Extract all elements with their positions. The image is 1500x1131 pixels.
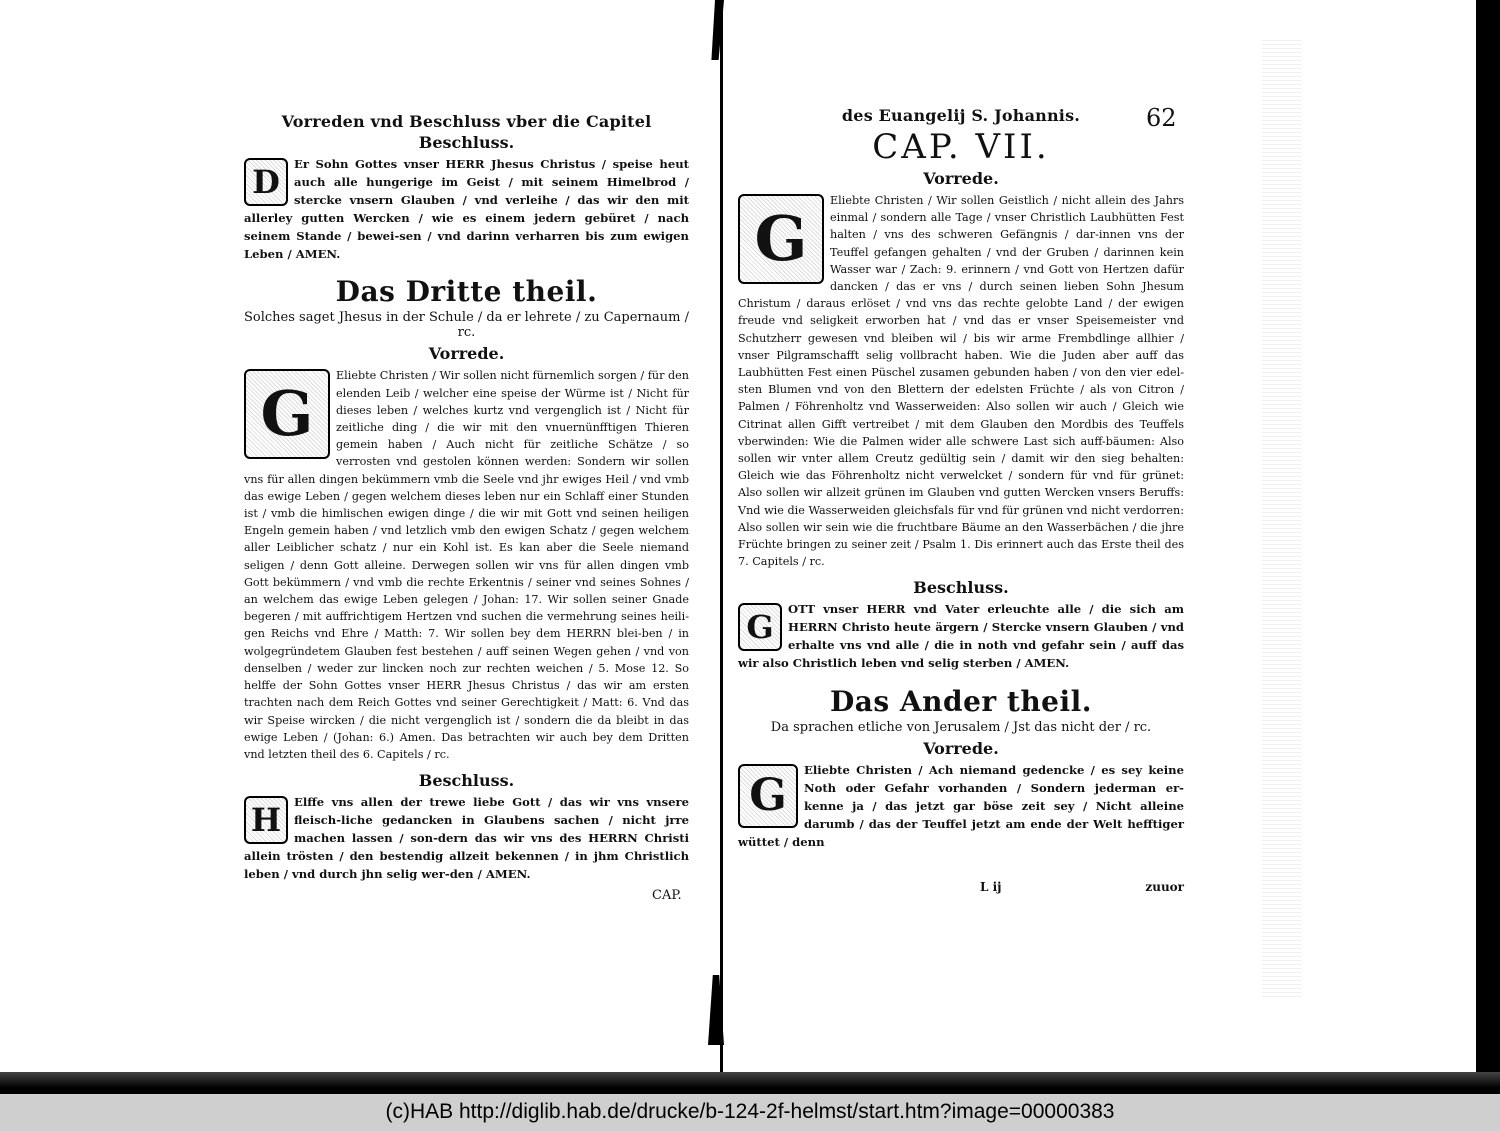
scan-edge-bottom [0,1072,1500,1088]
decorated-initial: G [738,764,798,828]
decorated-initial: G [244,369,330,459]
left-running-head: Vorreden vnd Beschluss vber die Capitel [281,112,652,131]
left-page-column [244,112,689,884]
paragraph-text: Er Sohn Gottes vnser HERR Jhesus Christus / speise heut auch alle hungerige im Geist / mit seinem Himelbrod / stercke vnsern Glauben / vnd verleihe / das wir den mit allerley gutten Wercken / wie es einem jedern gebüret / nach seinem Stande / bewei-sen / vnd darinn verharren bis zum ewigen Leben / AMEN. [244,157,689,261]
vorrede-heading: Vorrede. [923,739,999,759]
chapter-title: CAP. VII. [872,127,1050,167]
paragraph-text: Eliebte Christen / Wir sollen Geistlich / nicht allein des Jahrs einmal / sondern alle Tage / vnser Christlich Laubhütten Fest halten / vns des schweren Gefängnis / dar-innen vns der Teuffel gefangen gehalten / vnd der Gruben / darinnen kein Wasser war / Zach: 9. erinnern / vnd Gott von Hertzen dafür dancken / das er vns / durch seinen lieben Sohn Jhesum Christum / daraus erlöset / vnd vns das rechte gelobte Land / der ewigen freude vnd seligkeit erworben hat / vnd das er vnser Speisemeister vnd Schutzherr gewesen vnd bleiben wil / bis wir arme Frembdlinge allhier / vnser Pilgramschafft selig vollbracht haben. Wie die Juden aber auff das Laubhütten Fest einen Püschel zusamen gebunden haben / von den vier edel-sten Blumen vnd von den Blettern der edelsten Früchte / als von Citron / Palmen / Föhrenholtz vnd Wasserweiden: Also sollen wir auch / Gleich wie Citrinat allen Gifft vertreibet / mit dem Glauben den Mordbis des Teuffels vberwinden: Wie die Palmen wider alle schwere Last sich auff-bäumen: Also sollen wir vnter allem Creutz gedültig sein / damit wir den sieg behalten: Gleich wie das Föhrenholtz nicht verwelcket / sondern für vnd für grünet: Also sollen wir allzeit grünen im Glauben vnd gutten Wercken vnsers Beruffs: Vnd wie die Wasserweiden gleichsfals für vnd für grünen vnd nicht verdorren: Also sollen wir sein wie die fruchtbare Bäume an den Wasserbächen / die jhre Früchte bringen zu seiner zeit / Psalm 1. Dis erinnert auch das Erste theil des 7. Capitels / rc. [738,194,1184,569]
signature-mark: L ij [980,880,1002,894]
paragraph-text: Eliebte Christen / Ach niemand gedencke / es sey keine Noth oder Gefahr vorhanden / Sondern jederman er-kenne ja / das jetzt gar böse zeit sey / Nicht alleine darumb / das der Teuffel jetzt am ende der Welt hefftiger wüttet / denn [738,763,1184,849]
beschluss-heading: Beschluss. [913,578,1009,598]
beschluss-heading: Beschluss. [418,133,515,152]
paragraph-text: Eliebte Christen / Wir sollen nicht fürnemlich sorgen / für den elenden Leib / welcher eine speise der Würme ist / Nicht für dieses leben / welches kurtz vnd vergenglich ist / Nicht für zeitliche ding / die wir mit den vnuernünfftigen Thieren gemein haben / Auch nicht für zeitliche Schätze / so verrosten vnd gestolen können werden: Sondern wir sollen vns für allen dingen bekümmern vmb die Seele vnd jhr ewiges Heil / vnd vmb das ewige Leben / gegen welchem dieses leben nur ein Schlaff einer Stunden ist / vmb die himlischen ewigen dinge / die wir mit Gott vnd seinen heiligen Engeln gemein haben / vnd letzlich vmb den ewigen Schatz / gegen welchem aller Leiblicher schatz / nur ein Kohl ist. Es kan aber die Seele niemand seligen / denn Gott alleine. Derwegen sollen wir vns für allen dingen vmb Gott bekümmern / vnd vmb die rechte Erkentnis / seiner vnd seines Sohnes / an welchem das ewige Leben gelegen / Johan: 17. Wir sollen seiner Gnade begeren / mit auffrichtigem Hertzen vnd suchen die vermehrung seines heili-gen Reichs vnd Ehre / Matth: 7. Wir sollen bey dem HERRN blei-ben / in wolgegründetem Glauben fest bestehen / auff seinen Wegen gehen / vnd von denselben / weder zur lincken noch zur rechten weichen / 5. Mose 12. So helffe der Sohn Gottes vnser HERR Jhesus Christus / das wir am ersten trachten nach dem Reich Gottes vnd seiner Gerechtigkeit / Matt: 6. Vnd das wir Speise wircken / die nicht vergenglich ist / sondern die da bleibt in das ewige Leben / (Johan: 6.) Amen. Das betrachten wir auch bey dem Dritten vnd letzten theil des 6. Capitels / rc. [244,369,689,761]
copyright-footer: (c)HAB http://diglib.hab.de/drucke/b-124-2f-helmst/start.htm?image=00000383 [385,1100,1115,1123]
decorated-initial: G [738,194,824,284]
vorrede-heading: Vorrede. [923,169,999,188]
beschluss-paragraph [738,601,1184,673]
paragraph-text: Elffe vns allen der trewe liebe Gott / das wir vns vnsere fleisch-liche gedancken in Glaubens sachen / nicht jrre machen lassen / son-dern das wir vns des HERRN Christi allein trösten / den bestendig allzeit bekennen / in jhm Christlich leben / vnd durch jhn selig wer-den / AMEN. [244,795,689,881]
scan-edge-right [1476,0,1500,1088]
gutter-line [720,0,723,1072]
decorated-initial: H [244,796,288,844]
right-running-head: des Euangelij S. Johannis. [841,106,1081,125]
vorrede-paragraph [738,762,1184,852]
beschluss-paragraph [244,794,689,884]
beschluss-heading: Beschluss. [418,771,515,791]
part-subline: Solches saget Jhesus in der Schule / da er lehrete / zu Capernaum / rc. [244,310,689,341]
right-catchword: zuuor [1145,880,1184,894]
vorrede-heading: Vorrede. [428,344,505,364]
part-subline: Da sprachen etliche von Jerusalem / Jst das nicht der / rc. [770,720,1152,736]
part-title: Das Ander theil. [829,685,1093,719]
beschluss-paragraph [244,156,689,263]
decorated-initial: G [738,603,782,651]
left-catchword: CAP. [652,888,682,903]
vorrede-paragraph [244,367,689,763]
part-title: Das Dritte theil. [335,275,598,309]
right-page-column [738,106,1184,852]
paragraph-text: OTT vnser HERR vnd Vater erleuchte alle / die sich am HERRN Christo heute ärgern / Stercke vnsern Glauben / vnd erhalte vns vnd alle / die in noth vnd gefahr sein / auff das wir also Christlich leben vnd selig sterben / AMEN. [738,602,1184,671]
page-speckle [1262,40,1302,1000]
decorated-initial: D [244,158,288,206]
vorrede-paragraph [738,192,1184,570]
page-number: 62 [1146,104,1177,132]
